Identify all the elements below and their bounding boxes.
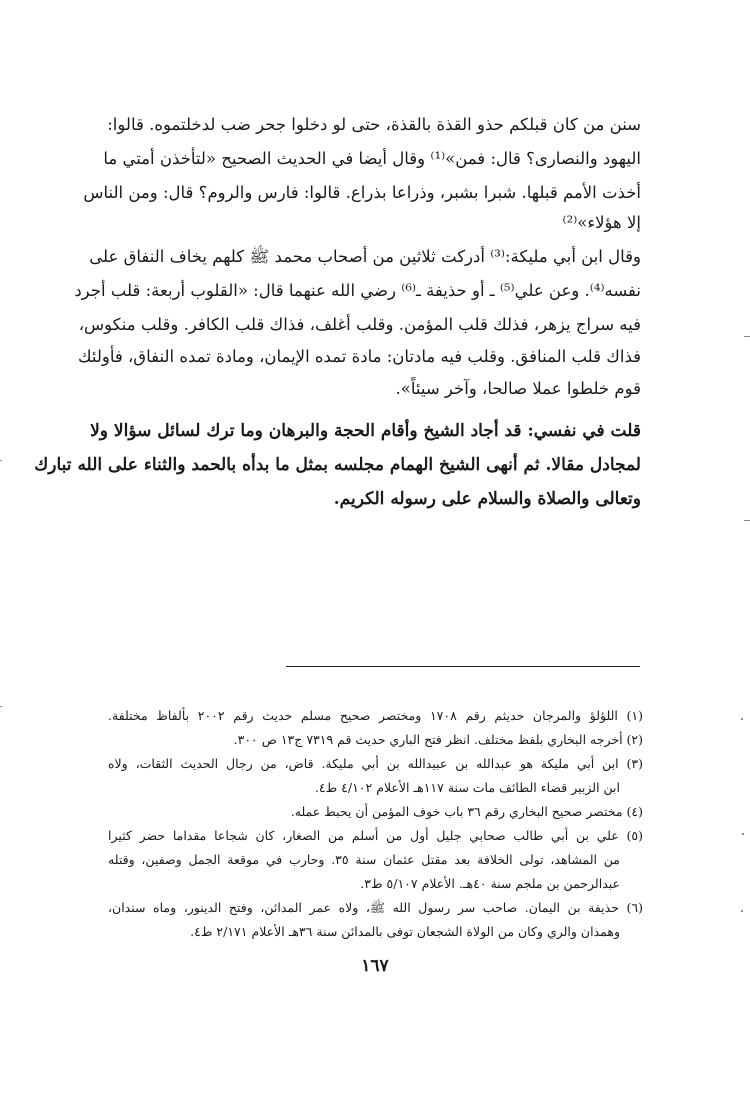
para1-line-3: أخذت الأمم قبلها. شبرا بشبر، وذراعا بذراع. قالوا: فارس والروم؟ قال: ومن الناس <box>83 183 641 202</box>
footnote-5-continued-2: عبدالرحمن بن ملجم سنة ٤٠هـ. الأعلام ٥/١٠٧ ط٣. <box>360 876 620 891</box>
footnote-3: (٣) ابن أبي مليكة هو عبدالله بن عبيدالله بن أبي مليكة. قاض، من رجال الحديث الثقات، ولاه <box>108 756 643 771</box>
footnote-6: (٦) حذيفة بن اليمان. صاحب سر رسول الله ﷺ، ولاه عمر المدائن، وفتح الدينور، وماه سندان، <box>108 900 644 915</box>
footnote-4: (٤) مختصر صحيح البخاري رقم ٣٦ باب خوف المؤمن أن يحبط عمله. <box>290 804 643 819</box>
para1-line-1: سنن من كان قبلكم حذو القذة بالقذة، حتى لو دخلوا جحر ضب لدخلتموه. قالوا: <box>107 115 641 134</box>
scan-mark <box>742 833 744 835</box>
para1-line-2: اليهود والنصارى؟ قال: فمن»⁽¹⁾ وقال أيضا في الحديث الصحيح «لتأخذن أمتي ما <box>103 149 641 168</box>
para2-line-1: وقال ابن أبي مليكة:⁽³⁾ أدركت ثلاثين من أصحاب محمد ﷺ كلهم يخاف النفاق على <box>89 247 641 266</box>
scan-mark <box>0 460 2 461</box>
para2-line-3: فيه سراج يزهر، فذلك قلب المؤمن. وقلب أغلف، فذاك قلب الكافر. وقلب منكوس، <box>78 315 641 334</box>
para2-line-5: قوم خلطوا عملا صالحا، وآخر سيئاً». <box>395 379 641 398</box>
footnote-1: (١) اللؤلؤ والمرجان حديثم رقم ١٧٠٨ ومختصر صحيح مسلم حديث رقم ٢٠٠٢ بألفاظ مختلفة. <box>108 708 643 723</box>
scan-mark <box>741 910 743 912</box>
scan-mark <box>741 718 743 720</box>
footnote-2: (٢) أخرجه البخاري بلفظ مختلف. انظر فتح الباري حديث قم ٧٣١٩ ج١٣ ص ٣٠٠. <box>233 732 643 747</box>
scan-mark <box>744 520 750 521</box>
page-number: ١٦٧ <box>361 956 389 976</box>
footnote-5-continued: من المشاهد، تولى الخلافة بعد مقتل عثمان سنة ٣٥. وحارب في موقعة الجمل وصفين، وقتله <box>108 852 620 867</box>
scan-mark <box>744 336 750 337</box>
para1-line-4: إلا هؤلاء»⁽²⁾ <box>562 213 641 232</box>
footnote-6-continued: وهمذان والري وكان من الولاة الشجعان توفى بالمدائن سنة ٣٦هـ الأعلام ٢/١٧١ ط٤. <box>190 924 620 939</box>
para3-line-1: قلت في نفسي: قد أجاد الشيخ وأقام الحجة والبرهان وما ترك لسائل سؤالا ولا <box>90 421 641 441</box>
para3-line-2: لمجادل مقالا. ثم أنهى الشيخ الهمام مجلسه بمثل ما بدأه بالحمد والثناء على الله تبارك <box>34 455 641 475</box>
scan-mark <box>0 706 2 707</box>
para3-line-3: وتعالى والصلاة والسلام على رسوله الكريم. <box>333 489 641 509</box>
footnote-separator <box>286 666 640 667</box>
footnote-3-continued: ابن الزبير قضاء الطائف مات سنة ١١٧هـ الأعلام ٤/١٠٢ ط٤. <box>314 780 620 795</box>
para2-line-2: نفسه⁽⁴⁾. وعن علي⁽⁵⁾ ـ أو حذيفة ـ⁽⁶⁾ رضي الله عنهما قال: «القلوب أربعة: قلب أجرد <box>74 281 641 300</box>
para2-line-4: فذاك قلب المنافق. وقلب فيه مادتان: مادة تمده الإيمان، ومادة تمده النفاق، فأولئك <box>77 347 641 366</box>
footnote-5: (٥) علي بن أبي طالب صحابي جليل أول من أسلم من الصغار، كان شجاعا مقداما حضر كثيرا <box>108 828 643 843</box>
